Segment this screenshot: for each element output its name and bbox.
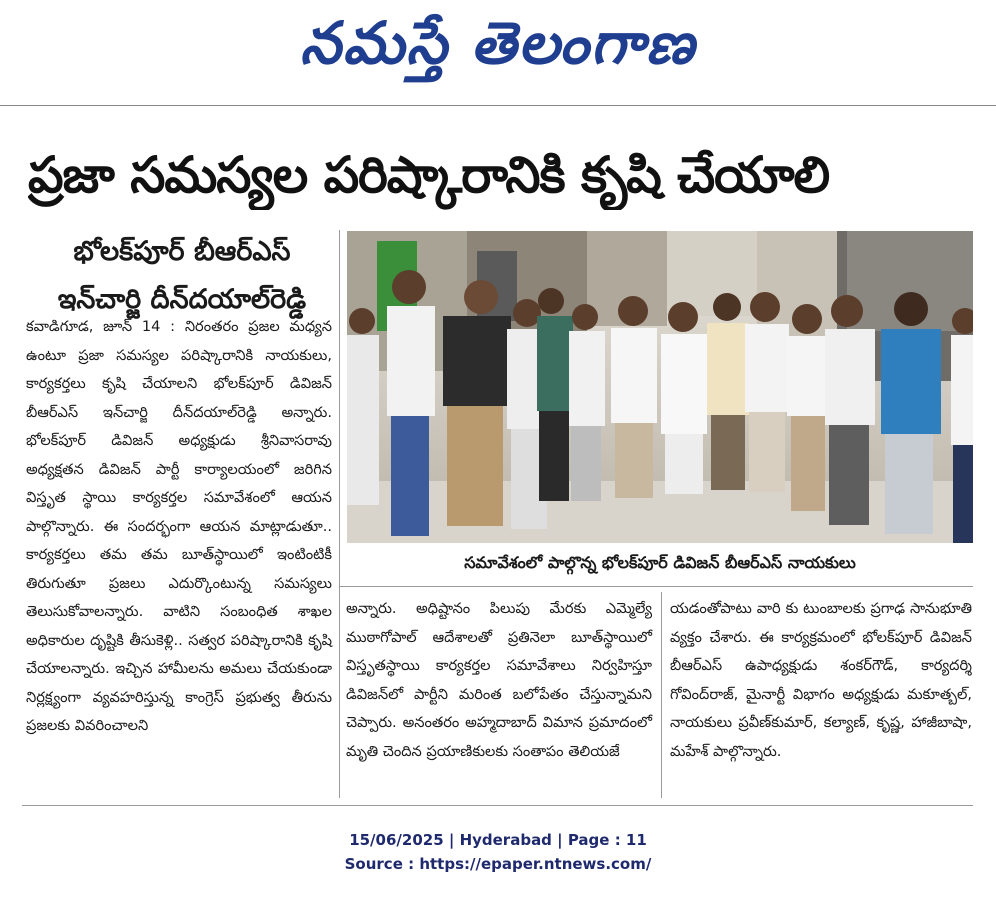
column-divider-1 bbox=[339, 230, 340, 798]
group-photo-image bbox=[347, 231, 973, 543]
article-photo bbox=[347, 231, 973, 543]
article-subhead bbox=[22, 228, 342, 324]
newspaper-title: నమస్తే తెలంగాణ bbox=[300, 8, 696, 77]
footer-source: Source : https://epaper.ntnews.com/ bbox=[344, 855, 652, 873]
masthead bbox=[0, 0, 996, 100]
masthead-divider bbox=[0, 105, 996, 106]
caption-divider bbox=[339, 586, 973, 587]
article-column-3 bbox=[670, 595, 972, 766]
column-1-text: కవాడిగూడ, జూన్ 14 : నిరంతరం ప్రజల మధ్యన ఉంటూ ప్రజా సమస్యల పరిష్కారానికి నాయకులు, కార్యకర్తలు కృషి చేయాలని భోలక్‌పూర్ డివిజన్ బీఆర్ఎస్ ఇన్‌చార్జి దీన్‌దయాల్‌రెడ్డి అన్నారు. భోలక్‌పూర్ డివిజన్ అధ్యక్షుడు శ్రీనివాసరావు అధ్యక్షతన డివిజన్ పార్టీ కార్యాలయంలో జరిగిన విస్తృత స్థాయి కార్యకర్తల సమావేశంలో ఆయన పాల్గొన్నారు. ఈ సందర్భంగా ఆయన మాట్లాడుతూ.. కార్యకర్తలు తమ తమ బూత్‌స్థాయిలో ఇంటింటికీ తిరుగుతూ ప్రజలు ఎదుర్కొంటున్న సమస్యలు తెలుసుకోవాలన్నారు. వాటిని సంబంధిత శాఖల అధికారుల దృష్టికి తీసుకెళ్లి.. సత్వర పరిష్కారానికి కృషి చేయాలన్నారు. ఇచ్చిన హామీలను అమలు చేయకుండా నిర్లక్ష్యంగా వ్యవహరిస్తున్న కాంగ్రెస్ ప్రభుత్వ తీరును ప్రజలకు వివరించాలని bbox=[26, 318, 332, 734]
article-bottom-rule bbox=[22, 805, 973, 806]
article-column-2 bbox=[346, 595, 652, 766]
column-3-text: యడంతోపాటు వారి కు టుంబాలకు ప్రగాఢ సానుభూతి వ్యక్తం చేశారు. ఈ కార్యక్రమంలో భోలక్‌పూర్ డివిజన్ బీఆర్ఎస్ ఉపాధ్యక్షుడు శంకర్‌గౌడ్, కార్యదర్శి గోవింద్‌రాజ్, మైనార్టీ విభాగం అధ్యక్షుడు మకూత్బల్, నాయకులు ప్రవీణ్‌కుమార్, కల్యాణ్, కృష్ణ, హాజీబాషా, మహేశ్ పాల్గొన్నారు. bbox=[670, 600, 972, 760]
photo-caption: సమావేశంలో పాల్గొన్న భోలక్‌పూర్ డివిజన్ బీఆర్ఎస్ నాయకులు bbox=[464, 553, 856, 572]
article-column-1 bbox=[26, 313, 332, 741]
subhead-line-2: ఇన్‌చార్జి దీన్‌దయాల్‌రెడ్డి bbox=[57, 284, 307, 315]
column-2-text: అన్నారు. అధిష్టానం పిలుపు మేరకు ఎమ్మెల్యే ముఠాగోపాల్ ఆదేశాలతో ప్రతినెలా బూత్‌స్థాయిలో విస్తృతస్థాయి కార్యకర్తల సమావేశాలు నిర్వహిస్తూ డివిజన్‌లో పార్టీని మరింత బలోపేతం చేస్తున్నామని చెప్పారు. అనంతరం అహ్మదాబాద్ విమాన ప్రమాదంలో మృతి చెందిన ప్రయాణికులకు సంతాపం తెలియజే bbox=[346, 600, 652, 760]
subhead-line-1: భోలక్‌పూర్ బీఆర్ఎస్ bbox=[73, 236, 291, 267]
article-headline: ప్రజా సమస్యల పరిష్కారానికి కృషి చేయాలి bbox=[28, 146, 830, 204]
page-footer bbox=[0, 828, 996, 876]
footer-date-city-page: 15/06/2025 | Hyderabad | Page : 11 bbox=[349, 831, 647, 849]
column-divider-2 bbox=[661, 592, 662, 798]
